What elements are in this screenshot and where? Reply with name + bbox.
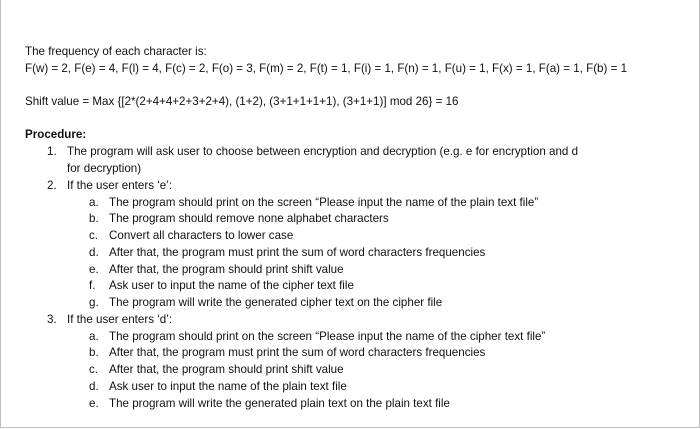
substep-letter: d. <box>89 380 99 393</box>
substep-text: The program will write the generated plain text on the plain text file <box>109 397 450 410</box>
substep-text: Ask user to input the name of the cipher text file <box>109 279 354 292</box>
substep-text: The program should print on the screen “Please input the name of the cipher text file” <box>109 330 546 343</box>
shift-value-formula: Shift value = Max {[2*(2+4+4+2+3+2+4), (1+2), (3+1+1+1+1), (3+1+1)] mod 26} = 16 <box>25 95 459 108</box>
step-number: 2. <box>47 179 57 192</box>
substep-letter: e. <box>89 397 99 410</box>
substep-text: Convert all characters to lower case <box>109 229 294 242</box>
substep-text: Ask user to input the name of the plain text file <box>109 380 347 393</box>
substep-letter: e. <box>89 263 99 276</box>
frequency-intro: The frequency of each character is: <box>25 45 207 58</box>
substep-text: After that, the program must print the sum of word characters frequencies <box>109 246 486 259</box>
substep-text: The program should print on the screen “Please input the name of the plain text file” <box>109 196 539 209</box>
substep-text: After that, the program should print shift value <box>109 263 344 276</box>
step-text: The program will ask user to choose between encryption and decryption (e.g. e for encryption and d <box>67 145 579 158</box>
step-number: 3. <box>47 313 57 326</box>
step-number: 1. <box>47 145 57 158</box>
procedure-heading: Procedure: <box>25 128 87 141</box>
substep-letter: f. <box>89 279 96 292</box>
step-text: If the user enters ‘d’: <box>67 313 173 326</box>
substep-text: The program should remove none alphabet characters <box>109 212 389 225</box>
substep-text: After that, the program should print shift value <box>109 363 344 376</box>
substep-letter: b. <box>89 212 99 225</box>
substep-letter: a. <box>89 330 99 343</box>
substep-letter: d. <box>89 246 99 259</box>
substep-letter: g. <box>89 296 99 309</box>
substep-letter: b. <box>89 346 99 359</box>
substep-letter: a. <box>89 196 99 209</box>
step-text-continuation: for decryption) <box>67 162 142 175</box>
frequency-values: F(w) = 2, F(e) = 4, F(l) = 4, F(c) = 2, F(o) = 3, F(m) = 2, F(t) = 1, F(i) = 1, F(n) = 1, F(u) = 1, F(x) = 1, F(a) = 1, F(b) = 1 <box>25 62 628 75</box>
substep-text: The program will write the generated cipher text on the cipher file <box>109 296 443 309</box>
step-text: If the user enters ‘e’: <box>67 179 173 192</box>
substep-text: After that, the program must print the sum of word characters frequencies <box>109 346 486 359</box>
substep-letter: c. <box>89 363 99 376</box>
substep-letter: c. <box>89 229 99 242</box>
